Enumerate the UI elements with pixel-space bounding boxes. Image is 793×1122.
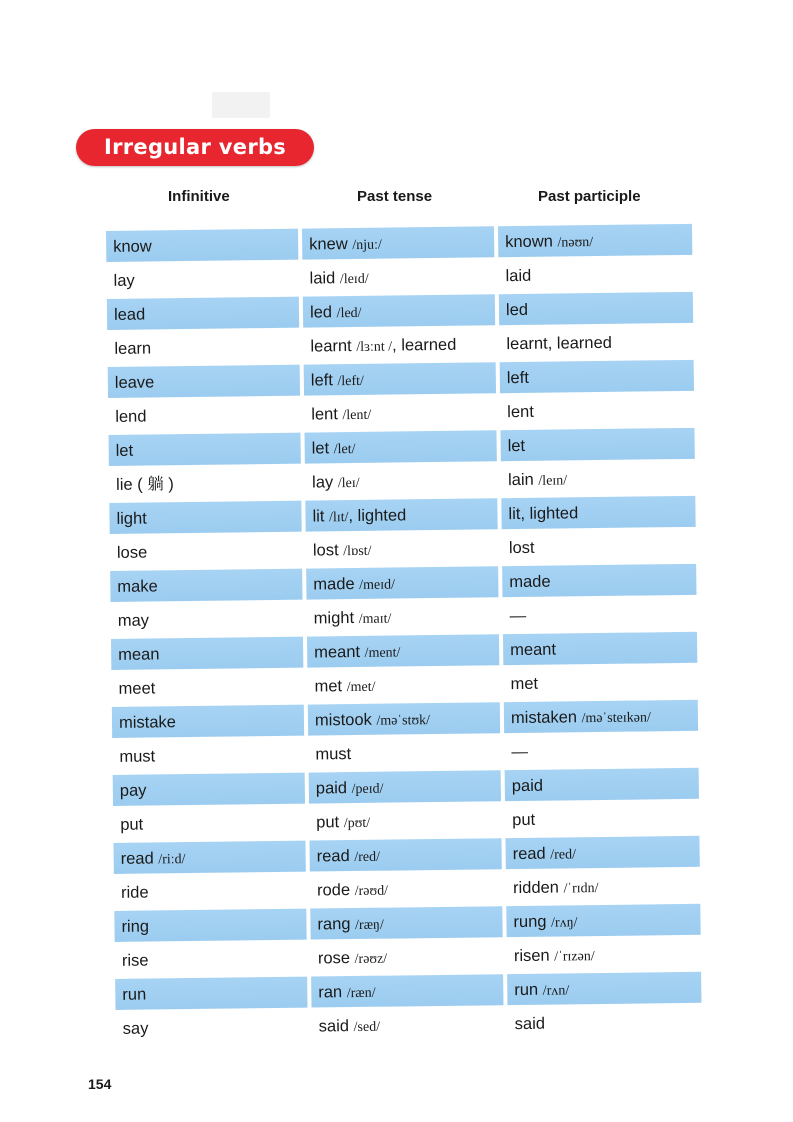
past-tense-phonetic: /sed/ (353, 1019, 381, 1036)
header-past-tense: Past tense (357, 188, 433, 205)
infinitive-cell (114, 909, 306, 942)
past-tense-word: lent (311, 405, 343, 424)
past-participle-cell (500, 360, 694, 393)
infinitive-word: lead (113, 305, 146, 324)
infinitive-cell (113, 841, 305, 874)
header-past-participle: Past participle (538, 188, 641, 205)
past-tense-phonetic: /let/ (333, 441, 356, 458)
infinitive-word: leave (114, 373, 155, 392)
past-participle-cell (501, 462, 695, 495)
past-participle-phonetic: /ˈrɪzən/ (554, 949, 595, 965)
past-participle-word: led (505, 300, 529, 320)
past-tense-cell (309, 770, 501, 803)
infinitive-word: rise (121, 951, 149, 970)
past-tense-phonetic: /lɜːnt / (356, 339, 393, 355)
past-tense-word: might (313, 608, 359, 628)
infinitive-word: lay (113, 271, 135, 290)
past-participle-cell (505, 836, 699, 869)
past-tense-word: learnt (310, 336, 357, 356)
infinitive-cell (111, 603, 303, 636)
infinitive-cell (108, 399, 300, 432)
past-tense-cell (303, 294, 495, 327)
past-participle-cell (507, 972, 701, 1005)
infinitive-cell (112, 705, 304, 738)
past-participle-cell (498, 224, 692, 257)
past-tense-cell (304, 430, 496, 463)
past-participle-phonetic: /nəʊn/ (557, 235, 594, 251)
past-tense-phonetic: /rəʊz/ (354, 951, 388, 968)
infinitive-word: run (122, 985, 147, 1004)
past-participle-word: paid (511, 776, 544, 796)
past-tense-phonetic: /leɪ/ (337, 475, 360, 492)
header-infinitive: Infinitive (168, 188, 230, 205)
past-participle-cell (504, 734, 698, 767)
past-participle-word: — (511, 742, 529, 762)
past-participle-cell (506, 870, 700, 903)
past-tense-word: paid (315, 779, 352, 798)
past-participle-word: rung (513, 912, 552, 932)
infinitive-word: may (117, 611, 150, 630)
past-tense-word: left (310, 371, 338, 390)
past-tense-phonetic: /rəʊd/ (354, 883, 389, 900)
table-row (116, 1006, 706, 1047)
past-tense-word: mistook (314, 710, 377, 730)
past-tense-cell (303, 328, 495, 361)
past-tense-phonetic: /ræn/ (346, 985, 376, 1002)
past-participle-word: met (510, 674, 539, 694)
past-participle-word: laid (505, 266, 532, 286)
past-participle-phonetic: /məˈsteɪkən/ (581, 710, 651, 727)
infinitive-cell (108, 365, 300, 398)
infinitive-cell (115, 977, 307, 1010)
past-tense-word: meant (314, 642, 365, 662)
past-participle-word: ridden (512, 878, 564, 898)
past-participle-word: put (512, 810, 536, 830)
page-number: 154 (88, 1076, 112, 1092)
past-participle-cell (504, 700, 698, 733)
past-tense-phonetic: /peɪd/ (351, 781, 384, 798)
past-participle-word: lain (507, 470, 539, 490)
past-tense-cell (306, 532, 498, 565)
past-participle-word: lent (507, 402, 534, 422)
past-tense-word: must (315, 745, 352, 764)
past-tense-cell (312, 1008, 504, 1041)
past-tense-word: made (313, 574, 360, 594)
past-tense-word: laid (309, 269, 340, 288)
past-tense-cell (307, 668, 499, 701)
infinitive-word: lie ( 躺 ) (115, 475, 174, 494)
infinitive-cell (116, 1011, 308, 1044)
scan-smudge (212, 92, 270, 118)
past-participle-cell (507, 938, 701, 971)
past-tense-cell (309, 838, 501, 871)
past-tense-phonetic: /maɪt/ (358, 611, 392, 627)
past-tense-word: rode (316, 881, 355, 900)
infinitive-cell (107, 297, 299, 330)
past-tense-word: led (309, 303, 337, 322)
past-tense-cell (311, 974, 503, 1007)
infinitive-word: lend (115, 407, 147, 426)
infinitive-cell (109, 501, 301, 534)
past-tense-cell (311, 940, 503, 973)
past-participle-word: learnt, learned (506, 333, 613, 354)
past-tense-cell (307, 600, 499, 633)
infinitive-word: know (113, 237, 152, 256)
past-tense-word: read (316, 847, 355, 866)
past-participle-word: left (506, 368, 529, 388)
past-participle-cell (498, 258, 692, 291)
past-participle-cell (505, 768, 699, 801)
past-tense-word: let (311, 439, 334, 458)
past-tense-phonetic: /njuː/ (352, 237, 382, 253)
past-tense-phonetic: /leɪd/ (339, 271, 369, 288)
past-participle-cell (508, 1006, 702, 1039)
past-participle-cell (505, 802, 699, 835)
infinitive-cell (113, 773, 305, 806)
infinitive-word: read (120, 849, 159, 868)
infinitive-cell (115, 943, 307, 976)
page-title: Irregular verbs (76, 129, 314, 166)
infinitive-phonetic: /riːd/ (158, 852, 186, 868)
past-tense-cell (308, 736, 500, 769)
past-participle-cell (500, 394, 694, 427)
infinitive-word: meet (118, 679, 156, 698)
infinitive-cell (112, 739, 304, 772)
past-tense-cell (310, 906, 502, 939)
past-tense-cell (310, 872, 502, 905)
table-header (106, 188, 706, 214)
past-participle-phonetic: /ˈrɪdn/ (563, 881, 599, 897)
past-participle-word: known (505, 232, 558, 252)
past-tense-phonetic: /məˈstʊk/ (376, 713, 431, 729)
infinitive-word: learn (114, 339, 152, 358)
infinitive-word: make (117, 577, 158, 596)
past-tense-phonetic: /lɒst/ (343, 543, 372, 560)
past-participle-cell (501, 496, 695, 529)
past-tense-phonetic: /pʊt/ (343, 815, 371, 832)
past-tense-cell (307, 634, 499, 667)
past-tense-cell (302, 226, 494, 259)
past-tense-word: rang (317, 915, 356, 934)
past-tense-word: lost (312, 541, 344, 560)
past-tense-cell (304, 396, 496, 429)
infinitive-cell (110, 535, 302, 568)
past-participle-phonetic: /rʌŋ/ (551, 915, 578, 931)
past-participle-cell (500, 428, 694, 461)
past-tense-word: lay (311, 473, 338, 492)
infinitive-word: say (122, 1019, 149, 1038)
infinitive-cell (113, 807, 305, 840)
past-tense-word: rose (317, 949, 355, 968)
past-participle-word: lit, lighted (508, 504, 579, 524)
past-tense-phonetic: /lent/ (342, 407, 372, 424)
past-participle-word: risen (513, 946, 555, 966)
past-participle-word: mistaken (510, 708, 582, 728)
past-participle-cell (503, 598, 697, 631)
past-participle-word: said (514, 1014, 546, 1034)
past-tense-cell (302, 260, 494, 293)
past-participle-word: lost (508, 538, 535, 558)
past-participle-cell (499, 326, 693, 359)
past-tense-alternate-form: , learned (391, 335, 457, 355)
infinitive-word: ride (120, 883, 149, 902)
past-tense-cell (308, 702, 500, 735)
past-tense-word: knew (309, 234, 353, 254)
past-tense-word: met (314, 677, 347, 696)
past-participle-phonetic: /leɪn/ (538, 473, 568, 489)
past-tense-cell (309, 804, 501, 837)
past-tense-word: put (316, 813, 344, 832)
infinitive-word: light (116, 509, 147, 528)
past-participle-word: meant (510, 640, 557, 660)
irregular-verbs-table (106, 224, 706, 1047)
past-tense-phonetic: /lɪt/ (328, 510, 349, 526)
past-tense-cell (305, 464, 497, 497)
past-tense-alternate-form: , lighted (348, 506, 407, 526)
past-tense-word: ran (318, 983, 347, 1002)
past-tense-phonetic: /led/ (336, 305, 362, 322)
infinitive-cell (106, 229, 298, 262)
infinitive-word: put (120, 815, 144, 834)
past-participle-word: let (507, 436, 526, 456)
past-participle-word: — (509, 606, 527, 626)
infinitive-cell (106, 263, 298, 296)
past-tense-phonetic: /ment/ (364, 645, 401, 661)
past-tense-phonetic: /red/ (354, 849, 381, 866)
past-tense-phonetic: /meɪd/ (359, 577, 396, 593)
past-participle-word: made (509, 572, 551, 592)
infinitive-cell (111, 671, 303, 704)
infinitive-cell (108, 433, 300, 466)
past-participle-word: read (512, 844, 551, 864)
past-tense-cell (304, 362, 496, 395)
infinitive-word: ring (121, 917, 150, 936)
infinitive-word: pay (119, 781, 147, 800)
past-tense-cell (305, 498, 497, 531)
infinitive-cell (110, 569, 302, 602)
past-participle-cell (502, 564, 696, 597)
past-tense-cell (306, 566, 498, 599)
infinitive-cell (114, 875, 306, 908)
past-participle-cell (502, 530, 696, 563)
infinitive-word: mistake (118, 713, 176, 732)
past-participle-phonetic: /red/ (550, 847, 577, 863)
past-tense-word: said (318, 1017, 354, 1036)
past-tense-phonetic: /left/ (337, 373, 364, 390)
past-participle-cell (503, 666, 697, 699)
infinitive-cell (107, 331, 299, 364)
infinitive-word: let (115, 441, 134, 460)
past-participle-cell (499, 292, 693, 325)
infinitive-word: lose (116, 543, 148, 562)
infinitive-cell (111, 637, 303, 670)
past-tense-phonetic: /ræŋ/ (355, 917, 384, 934)
past-participle-word: run (514, 980, 543, 1000)
past-participle-cell (506, 904, 700, 937)
past-tense-word: lit (312, 507, 330, 526)
infinitive-cell (109, 467, 301, 500)
past-tense-phonetic: /met/ (346, 679, 376, 696)
past-participle-phonetic: /rʌn/ (542, 983, 570, 999)
past-participle-cell (503, 632, 697, 665)
infinitive-word: mean (118, 645, 160, 664)
infinitive-word: must (119, 747, 156, 766)
